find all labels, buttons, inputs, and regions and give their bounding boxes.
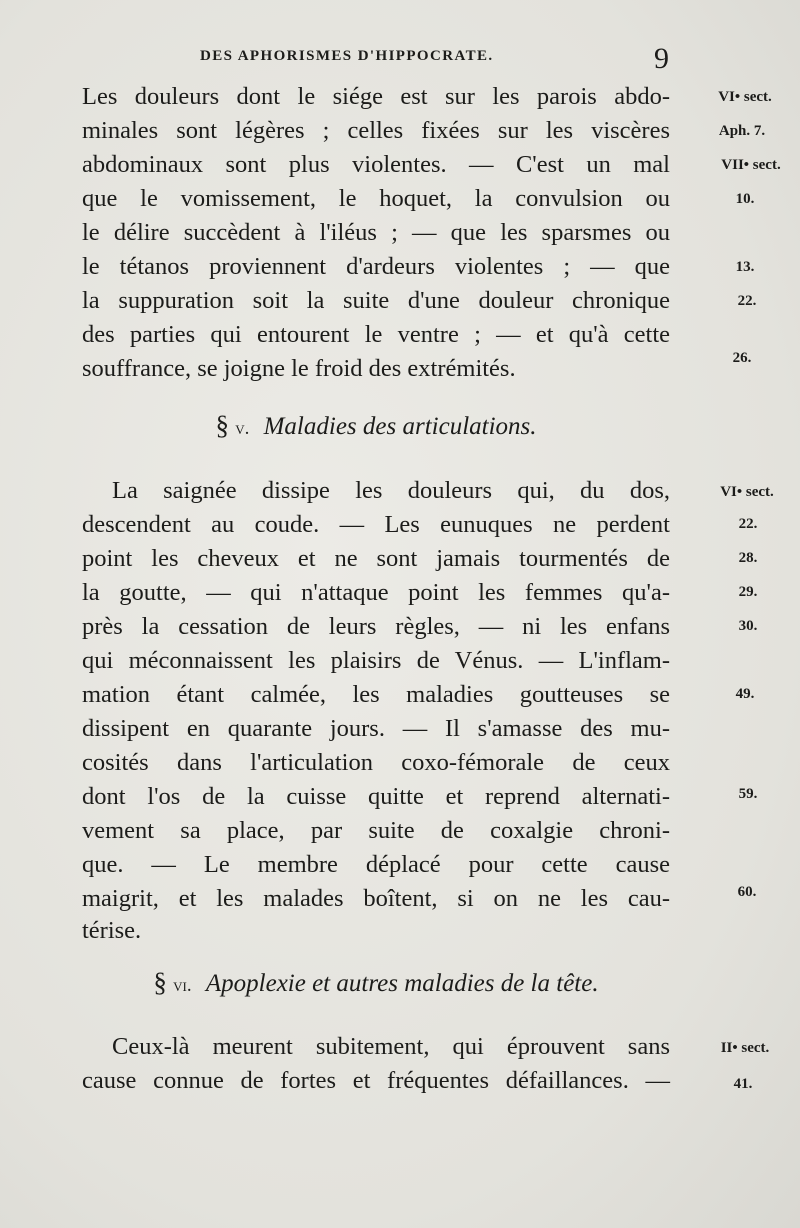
text-line: Ceux-là meurent subitement, qui éprouvent sans — [112, 1033, 670, 1060]
text-line: que le vomissement, le hoquet, la convulsion ou — [82, 185, 670, 212]
text-line: dont l'os de la cuisse quitte et reprend alternati- — [82, 783, 670, 810]
text-line: le délire succèdent à l'iléus ; — que les sparsmes ou — [82, 219, 670, 246]
section-sign: § — [215, 410, 229, 440]
text-line: près la cessation de leurs règles, — ni les enfans — [82, 613, 670, 640]
text-line: descendent au coude. — Les eunuques ne perdent — [82, 511, 670, 538]
page-header — [200, 42, 675, 82]
text-line: abdominaux sont plus violentes. — C'est un mal — [82, 151, 670, 178]
margin-note: 22. — [737, 293, 757, 309]
text-line: mation étant calmée, les maladies goutteuses se — [82, 681, 670, 708]
margin-note: Aph. 7. — [718, 123, 766, 139]
margin-note: VI• sect. — [720, 484, 774, 500]
running-title: DES APHORISMES D'HIPPOCRATE. — [200, 48, 494, 64]
margin-note: 28. — [738, 550, 758, 566]
margin-note: VII• sect. — [721, 157, 781, 173]
text-line: point les cheveux et ne sont jamais tourmentés de — [82, 545, 670, 572]
margin-note: 30. — [738, 618, 758, 634]
text-line: cause connue de fortes et fréquentes défaillances. — — [82, 1067, 670, 1094]
margin-note: 41. — [733, 1076, 753, 1092]
section-title: Apoplexie et autres maladies de la tête. — [205, 970, 599, 997]
section-heading — [82, 405, 670, 445]
margin-note: 49. — [735, 686, 755, 702]
section-title: Maladies des articulations. — [263, 413, 537, 440]
margin-note: 26. — [732, 350, 752, 366]
margin-note: 13. — [735, 259, 755, 275]
text-line: cosités dans l'articulation coxo-fémorale de ceux — [82, 749, 670, 776]
margin-note: 59. — [738, 786, 758, 802]
text-line: que. — Le membre déplacé pour cette cause — [82, 851, 670, 878]
margin-note: II• sect. — [720, 1040, 770, 1056]
margin-note: 10. — [735, 191, 755, 207]
text-line: dissipent en quarante jours. — Il s'amasse des mu- — [82, 715, 670, 742]
text-line: Les douleurs dont le siége est sur les parois abdo- — [82, 83, 670, 110]
text-line: vement sa place, par suite de coxalgie chroni- — [82, 817, 670, 844]
section-number: v. — [235, 418, 250, 439]
section-sign: § — [153, 967, 167, 997]
text-line: le tétanos proviennent d'ardeurs violentes ; — que — [82, 253, 670, 280]
margin-note: 29. — [738, 584, 758, 600]
text-line: maigrit, et les malades boîtent, si on ne les cau- — [82, 885, 670, 912]
text-line: minales sont légères ; celles fixées sur les viscères — [82, 117, 670, 144]
text-line: la goutte, — qui n'attaque point les femmes qu'a- — [82, 579, 670, 606]
text-line: la suppuration soit la suite d'une douleur chronique — [82, 287, 670, 314]
page-number: 9 — [654, 42, 669, 75]
text-line: La saignée dissipe les douleurs qui, du dos, — [112, 477, 670, 504]
text-line: des parties qui entourent le ventre ; — et qu'à cette — [82, 321, 670, 348]
text-line: térise. — [82, 917, 142, 944]
section-heading — [82, 962, 670, 1002]
margin-note: 22. — [738, 516, 758, 532]
text-line: qui méconnaissent les plaisirs de Vénus. — L'inflam- — [82, 647, 670, 674]
margin-note: VI• sect. — [718, 89, 772, 105]
section-number: vi. — [173, 975, 192, 996]
margin-note: 60. — [737, 884, 757, 900]
text-line: souffrance, se joigne le froid des extrémités. — [82, 355, 516, 382]
